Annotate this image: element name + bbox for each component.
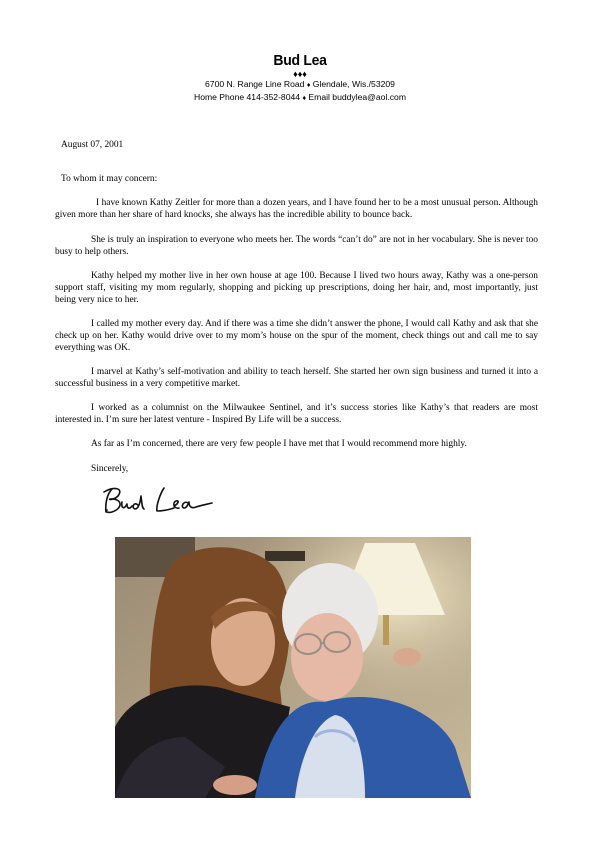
diamond-ornament-icon: ♦♦♦	[293, 69, 307, 79]
photograph	[115, 537, 471, 798]
address-street: 6700 N. Range Line Road	[205, 79, 305, 89]
letter-paragraph: I called my mother every day. And if there was a time she didn’t answer the phone, I would call Kathy and ask that she check up on her. Kathy would drive over to my mom’s house on the spur of the moment, check things out and call me to say everything was OK.	[55, 319, 538, 353]
diamond-separator-icon: ♦	[306, 82, 311, 89]
letter-paragraph: I worked as a columnist on the Milwaukee Sentinel, and it’s success stories like Kathy’s that readers are most interested in. I’m sure her latest venture - Inspired By Life will be a success.	[55, 403, 538, 425]
email-address: Email buddylea@aol.com	[308, 91, 406, 102]
letterhead-address	[0, 79, 600, 92]
letterhead	[0, 52, 600, 104]
letterhead-contact	[0, 92, 600, 105]
letter-paragraph: As far as I’m concerned, there are very few people I have met that I would recommend more highly.	[91, 439, 467, 449]
handwritten-signature	[100, 484, 216, 518]
letterhead-name: Bud Lea	[273, 51, 327, 69]
letter-paragraph: Kathy helped my mother live in her own house at age 100. Because I lived two hours away, Kathy was a one-person support staff, visiting my mom regularly, shopping and picking up prescriptions, doing her hair, and, most importantly, just being very nice to her.	[55, 271, 538, 305]
letter-paragraph: I have known Kathy Zeitler for more than a dozen years, and I have found her to be a most unusual person. Although given more than her share of hard knocks, she always has the incredible ability to bounce back.	[55, 198, 538, 220]
letter-paragraph: I marvel at Kathy’s self-motivation and ability to teach herself. She started her own sign business and turned it into a successful business in a very competitive market.	[55, 367, 538, 389]
address-city: Glendale, Wis./53209	[312, 79, 395, 89]
diamond-separator-icon: ♦	[302, 94, 307, 102]
home-phone: Home Phone 414-352-8044	[193, 91, 301, 102]
letter-salutation: To whom it may concern:	[61, 174, 158, 184]
letter-paragraph: She is truly an inspiration to everyone who meets her. The words “can’t do” are not in her vocabulary. She is never too busy to help others.	[55, 235, 538, 257]
letter-date: August 07, 2001	[61, 140, 124, 150]
letter-closing: Sincerely,	[91, 464, 129, 474]
